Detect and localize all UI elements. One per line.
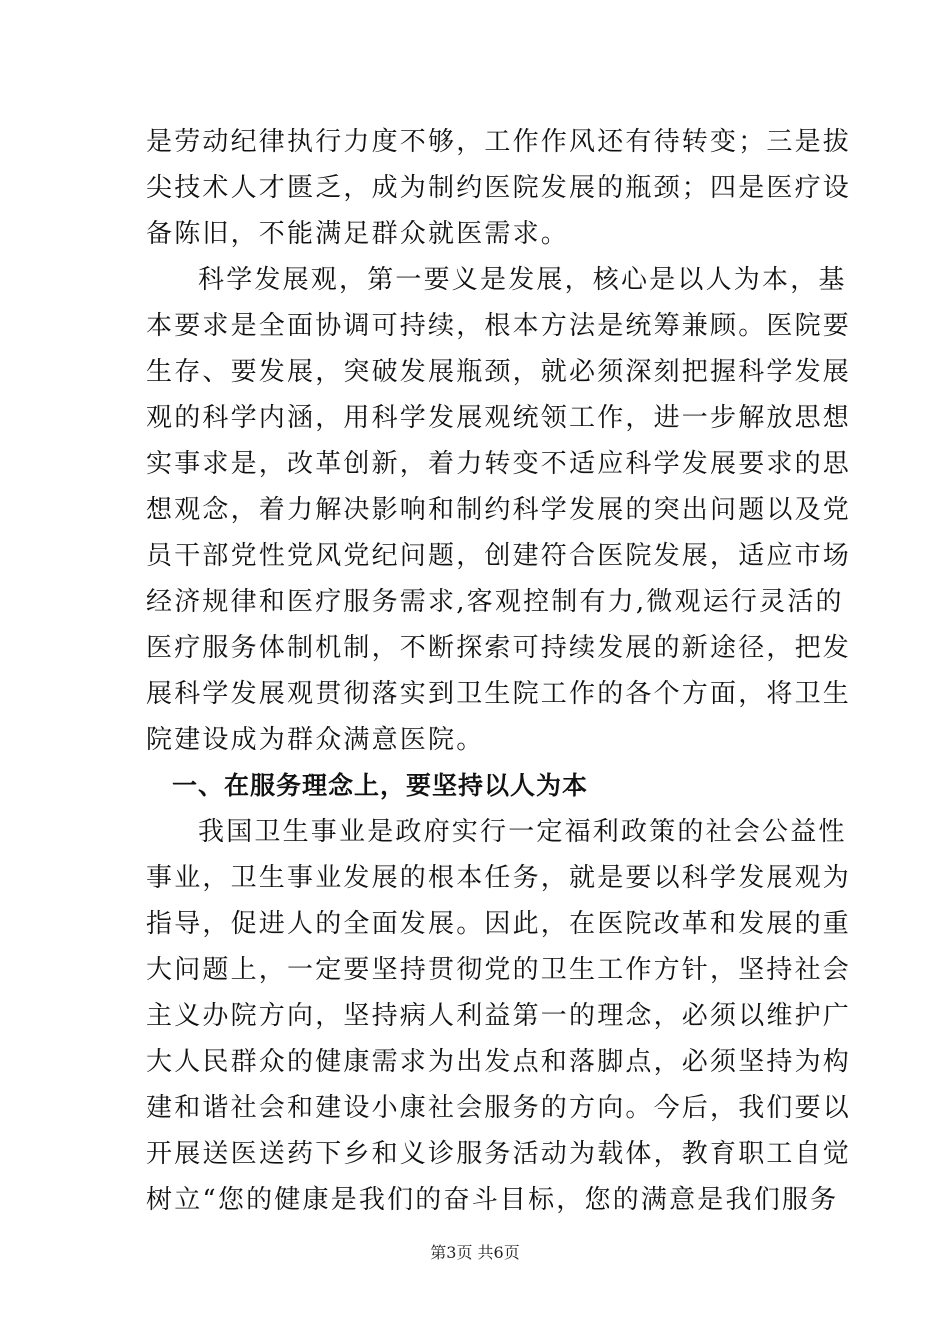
text-line: 实事求是，改革创新，着力转变不适应科学发展要求的思 (146, 449, 852, 479)
text-line: 大人民群众的健康需求为出发点和落脚点，必须坚持为构 (146, 1047, 852, 1077)
text-line: 生存、要发展，突破发展瓶颈，就必须深刻把握科学发展 (146, 357, 852, 387)
text-line: 备陈旧，不能满足群众就医需求。 (146, 219, 570, 249)
section-heading: 一、在服务理念上，要坚持以人为本 (172, 771, 589, 800)
text-line: 展科学发展观贯彻落实到卫生院工作的各个方面，将卫生 (146, 679, 852, 709)
text-line: 想观念，着力解决影响和制约科学发展的突出问题以及党 (146, 495, 852, 525)
text-line: 指导，促进人的全面发展。因此，在医院改革和发展的重 (146, 909, 852, 939)
text-line: 是劳动纪律执行力度不够，工作作风还有待转变；三是拔 (146, 127, 852, 157)
text-line: 建和谐社会和建设小康社会服务的方向。今后，我们要以 (146, 1093, 852, 1123)
text-line: 观的科学内涵，用科学发展观统领工作，进一步解放思想 (146, 403, 852, 433)
document-body (146, 119, 852, 1223)
text-line: 我国卫生事业是政府实行一定福利政策的社会公益性 (198, 817, 847, 847)
text-line: 主义办院方向，坚持病人利益第一的理念，必须以维护广 (146, 1001, 852, 1031)
paragraph-3 (146, 809, 852, 1223)
text-line: 树立“您的健康是我们的奋斗目标，您的满意是我们服务 (146, 1185, 839, 1215)
text-line: 院建设成为群众满意医院。 (146, 725, 485, 755)
text-line: 本要求是全面协调可持续，根本方法是统筹兼顾。医院要 (146, 311, 852, 341)
paragraph-2 (146, 257, 852, 763)
text-line: 大问题上，一定要坚持贯彻党的卫生工作方针，坚持社会 (146, 955, 852, 985)
text-line: 科学发展观，第一要义是发展，核心是以人为本，基 (198, 265, 847, 295)
text-line: 员干部党性党风党纪问题，创建符合医院发展，适应市场 (146, 541, 852, 571)
text-line: 开展送医送药下乡和义诊服务活动为载体，教育职工自觉 (146, 1139, 852, 1169)
text-line: 尖技术人才匮乏，成为制约医院发展的瓶颈；四是医疗设 (146, 173, 852, 203)
text-line: 医疗服务体制机制，不断探索可持续发展的新途径，把发 (146, 633, 852, 663)
text-line: 事业，卫生事业发展的根本任务，就是要以科学发展观为 (146, 863, 852, 893)
paragraph-1 (146, 119, 852, 257)
text-line: 经济规律和医疗服务需求,客观控制有力,微观运行灵活的 (146, 587, 844, 617)
page-footer: 第3页 共6页 (430, 1243, 520, 1262)
